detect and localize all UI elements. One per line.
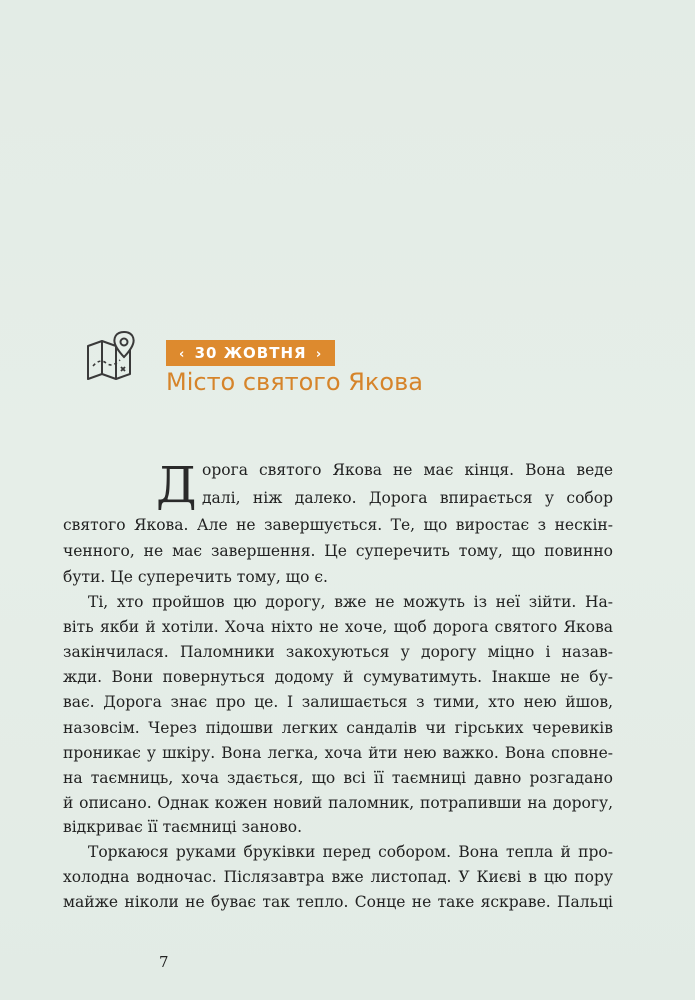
text-line: холодна водночас. Післязавтра вже листопад. У Києві в цю пору xyxy=(63,868,613,886)
text-line: на таємниць, хоча здається, що всі її таємниці давно розгадано xyxy=(63,769,613,787)
chapter-title: Місто святого Якова xyxy=(166,368,423,396)
text-line: ченного, не має завершення. Це суперечить тому, що повинно xyxy=(63,542,613,560)
text-line: назовсім. Через підошви легких сандалів чи гірських черевиків xyxy=(63,719,613,737)
text-line: Ті, хто пройшов цю дорогу, вже не можуть із неї зійти. На- xyxy=(88,593,613,611)
text-line: ває. Дорога знає про це. І залишається з тими, хто нею йшов, xyxy=(63,693,613,711)
drop-cap: Д xyxy=(156,456,197,514)
text-line: й описано. Однак кожен новий паломник, потрапивши на дорогу, xyxy=(63,794,613,812)
text-line: бути. Це суперечить тому, що є. xyxy=(63,568,328,586)
chevron-right-icon: › xyxy=(315,347,323,362)
chevron-left-icon: ‹ xyxy=(179,347,186,362)
text-line: віть якби й хотіли. Хоча ніхто не хоче, щоб дорога святого Якова xyxy=(63,618,613,636)
text-line: жди. Вони повернуться додому й сумуватимуть. Інакше не бу- xyxy=(63,668,613,686)
text-line: проникає у шкіру. Вона легка, хоча йти нею важко. Вона сповне- xyxy=(63,744,613,762)
text-line: відкриває її таємниці заново. xyxy=(63,818,302,836)
date-label: 30 ЖОВТНЯ xyxy=(194,344,307,362)
text-line: далі, ніж далеко. Дорога впирається у собор xyxy=(202,489,613,507)
text-line: Торкаюся руками бруківки перед собором. Вона тепла й про- xyxy=(88,843,613,861)
text-line: орога святого Якова не має кінця. Вона веде xyxy=(202,461,613,479)
text-line: майже ніколи не буває так тепло. Сонце не таке яскраве. Пальці xyxy=(63,893,613,911)
date-badge xyxy=(166,340,335,366)
map-pin-icon xyxy=(84,330,146,380)
page-number: 7 xyxy=(159,953,169,971)
text-line: святого Якова. Але не завершується. Те, що виростає з нескін- xyxy=(63,516,613,534)
text-line: закінчилася. Паломники закохуються у дорогу міцно і назав- xyxy=(63,643,613,661)
